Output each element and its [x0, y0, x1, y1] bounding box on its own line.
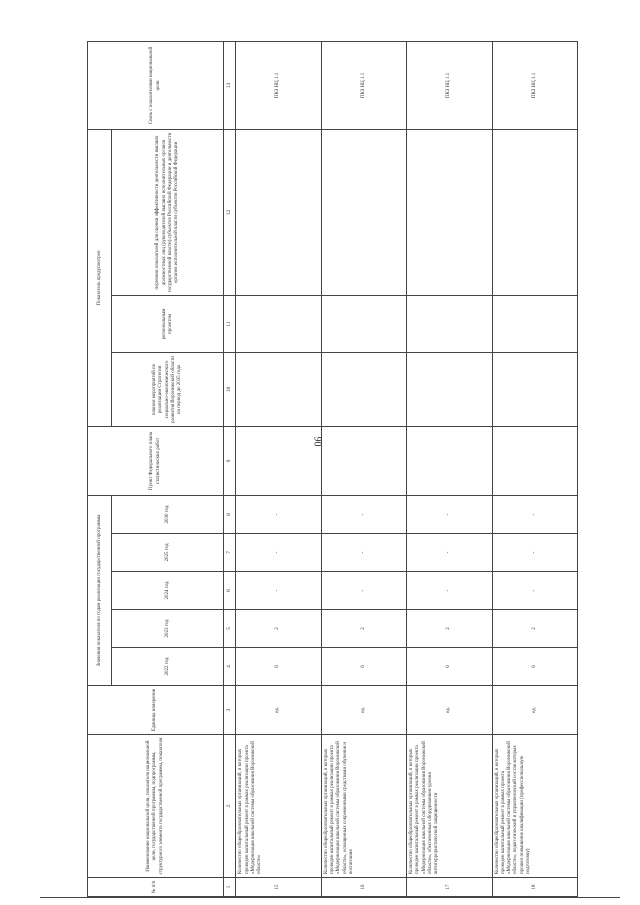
row-unit: ед. — [407, 686, 492, 735]
header-year-2030: 2030 год — [112, 495, 224, 533]
row-value-2023: 2 — [236, 610, 321, 648]
row-value-2024: - — [407, 572, 492, 610]
header-year-2025: 2025 год — [112, 534, 224, 572]
row-link: ПКЗ НЦ 1.1 — [321, 41, 406, 129]
row-value-2030: - — [321, 495, 406, 533]
row-value-2025: - — [407, 534, 492, 572]
header-regional-project: региональным проектом — [112, 295, 224, 352]
table-row — [492, 41, 577, 896]
row-value-2030: - — [492, 495, 577, 533]
row-value-2024: - — [492, 572, 577, 610]
header-plan-strategy: планом мероприятий по реализации Стратегии социально-экономического развития Воронежской области на период до 2035 года — [112, 352, 224, 426]
row-no: 15 — [236, 878, 321, 897]
column-number: 13 — [224, 41, 236, 129]
row-plan-strategy — [407, 352, 492, 426]
header-unit: Единица измерения — [88, 686, 224, 735]
row-regional-project — [321, 295, 406, 352]
row-value-2023: 2 — [492, 610, 577, 648]
row-name: Количество общеобразовательных организаций, в которых проведен капитальный ремонт в рамках реализации проекта «Модернизация школьной системы образования Воронежской области» — [236, 735, 321, 878]
column-number: 5 — [224, 610, 236, 648]
row-value-2025: - — [492, 534, 577, 572]
row-no: 17 — [407, 878, 492, 897]
row-value-2030: - — [407, 495, 492, 533]
row-value-2023: 2 — [407, 610, 492, 648]
header-no: № п/п — [88, 878, 224, 897]
row-no: 16 — [321, 878, 406, 897]
rotated-table-container — [87, 42, 578, 897]
row-regional-project — [407, 295, 492, 352]
column-number: 2 — [224, 735, 236, 878]
row-fed-plan — [492, 426, 577, 495]
row-value-2022: 6 — [492, 648, 577, 686]
row-value-2022: 6 — [321, 648, 406, 686]
row-plan-strategy — [492, 352, 577, 426]
header-eval-list: перечнем показателей для оценки эффективности деятельности высших должностных лиц (руководителей высших исполнительных органов государственной власти) субъектов Российской Федерации и деятельности органов исполнительной власти субъектов Российской Федерации — [112, 129, 224, 295]
table-row — [321, 41, 406, 896]
header-row-1 — [88, 41, 112, 896]
row-name: Количество общеобразовательных организаций, в которых проведен капитальный ремонт в рамках реализации проекта «Модернизация школьной системы образования Воронежской области», оснащенных современными средствами обучения и воспитания — [321, 735, 406, 878]
row-fed-plan — [407, 426, 492, 495]
row-link: ПКЗ НЦ 1.1 — [236, 41, 321, 129]
row-unit: ед. — [492, 686, 577, 735]
column-number: 10 — [224, 352, 236, 426]
row-value-2023: 2 — [321, 610, 406, 648]
column-number: 12 — [224, 129, 236, 295]
row-value-2022: 6 — [236, 648, 321, 686]
table-row — [236, 41, 321, 896]
row-fed-plan — [236, 426, 321, 495]
header-fed-plan: Пункт Федерального плана статистических работ — [88, 426, 224, 495]
column-number: 1 — [224, 878, 236, 897]
row-value-2025: - — [236, 534, 321, 572]
indicators-table — [87, 41, 578, 897]
header-year-2023: 2023 год — [112, 610, 224, 648]
header-values-group: Значения показателя по годам реализации государственной программы — [88, 495, 112, 685]
header-provided-group: Показатель предусмотрен — [88, 129, 112, 426]
row-value-2025: - — [321, 534, 406, 572]
column-number: 4 — [224, 648, 236, 686]
row-regional-project — [492, 295, 577, 352]
row-value-2024: - — [321, 572, 406, 610]
row-plan-strategy — [321, 352, 406, 426]
row-name: Количество общеобразовательных организаций, в которых проведен капитальный ремонт в рамках реализации проекта «Модернизация школьной системы образования Воронежской области», обеспеченных оборудованием уровня антитеррористической защищенности — [407, 735, 492, 878]
row-unit: ед. — [321, 686, 406, 735]
column-numbers-row — [224, 41, 236, 896]
header-year-2022: 2022 год — [112, 648, 224, 686]
row-value-2022: 6 — [407, 648, 492, 686]
row-eval-list — [492, 129, 577, 295]
column-number: 9 — [224, 426, 236, 495]
header-link: Связь с показателями национальной цели — [88, 41, 224, 129]
row-regional-project — [236, 295, 321, 352]
header-year-2024: 2024 год — [112, 572, 224, 610]
row-value-2024: - — [236, 572, 321, 610]
column-number: 8 — [224, 495, 236, 533]
row-link: ПКЗ НЦ 1.1 — [407, 41, 492, 129]
column-number: 6 — [224, 572, 236, 610]
row-plan-strategy — [236, 352, 321, 426]
header-name: Наименование национальной цели, показателя национальной цели, государственной программы, подпрограммы, структурного элемента государственной программы, показателя — [88, 735, 224, 878]
row-eval-list — [407, 129, 492, 295]
column-number: 11 — [224, 295, 236, 352]
row-eval-list — [321, 129, 406, 295]
row-fed-plan — [321, 426, 406, 495]
table-row — [407, 41, 492, 896]
page-bottom-rule — [40, 897, 620, 898]
column-number: 3 — [224, 686, 236, 735]
column-number: 7 — [224, 534, 236, 572]
row-eval-list — [236, 129, 321, 295]
row-link: ПКЗ НЦ 1.1 — [492, 41, 577, 129]
row-value-2030: - — [236, 495, 321, 533]
row-unit: ед. — [236, 686, 321, 735]
page-number: 90 — [311, 436, 323, 447]
row-no: 18 — [492, 878, 577, 897]
row-name: Количество общеобразовательных организаций, в которых проведен капитальный ремонт в рамках проекта «Модернизация школьной системы образования Воронежской области», педагогический и управленческий состав которых прошел повышение квалификации (профессиональную подготовку) — [492, 735, 577, 878]
